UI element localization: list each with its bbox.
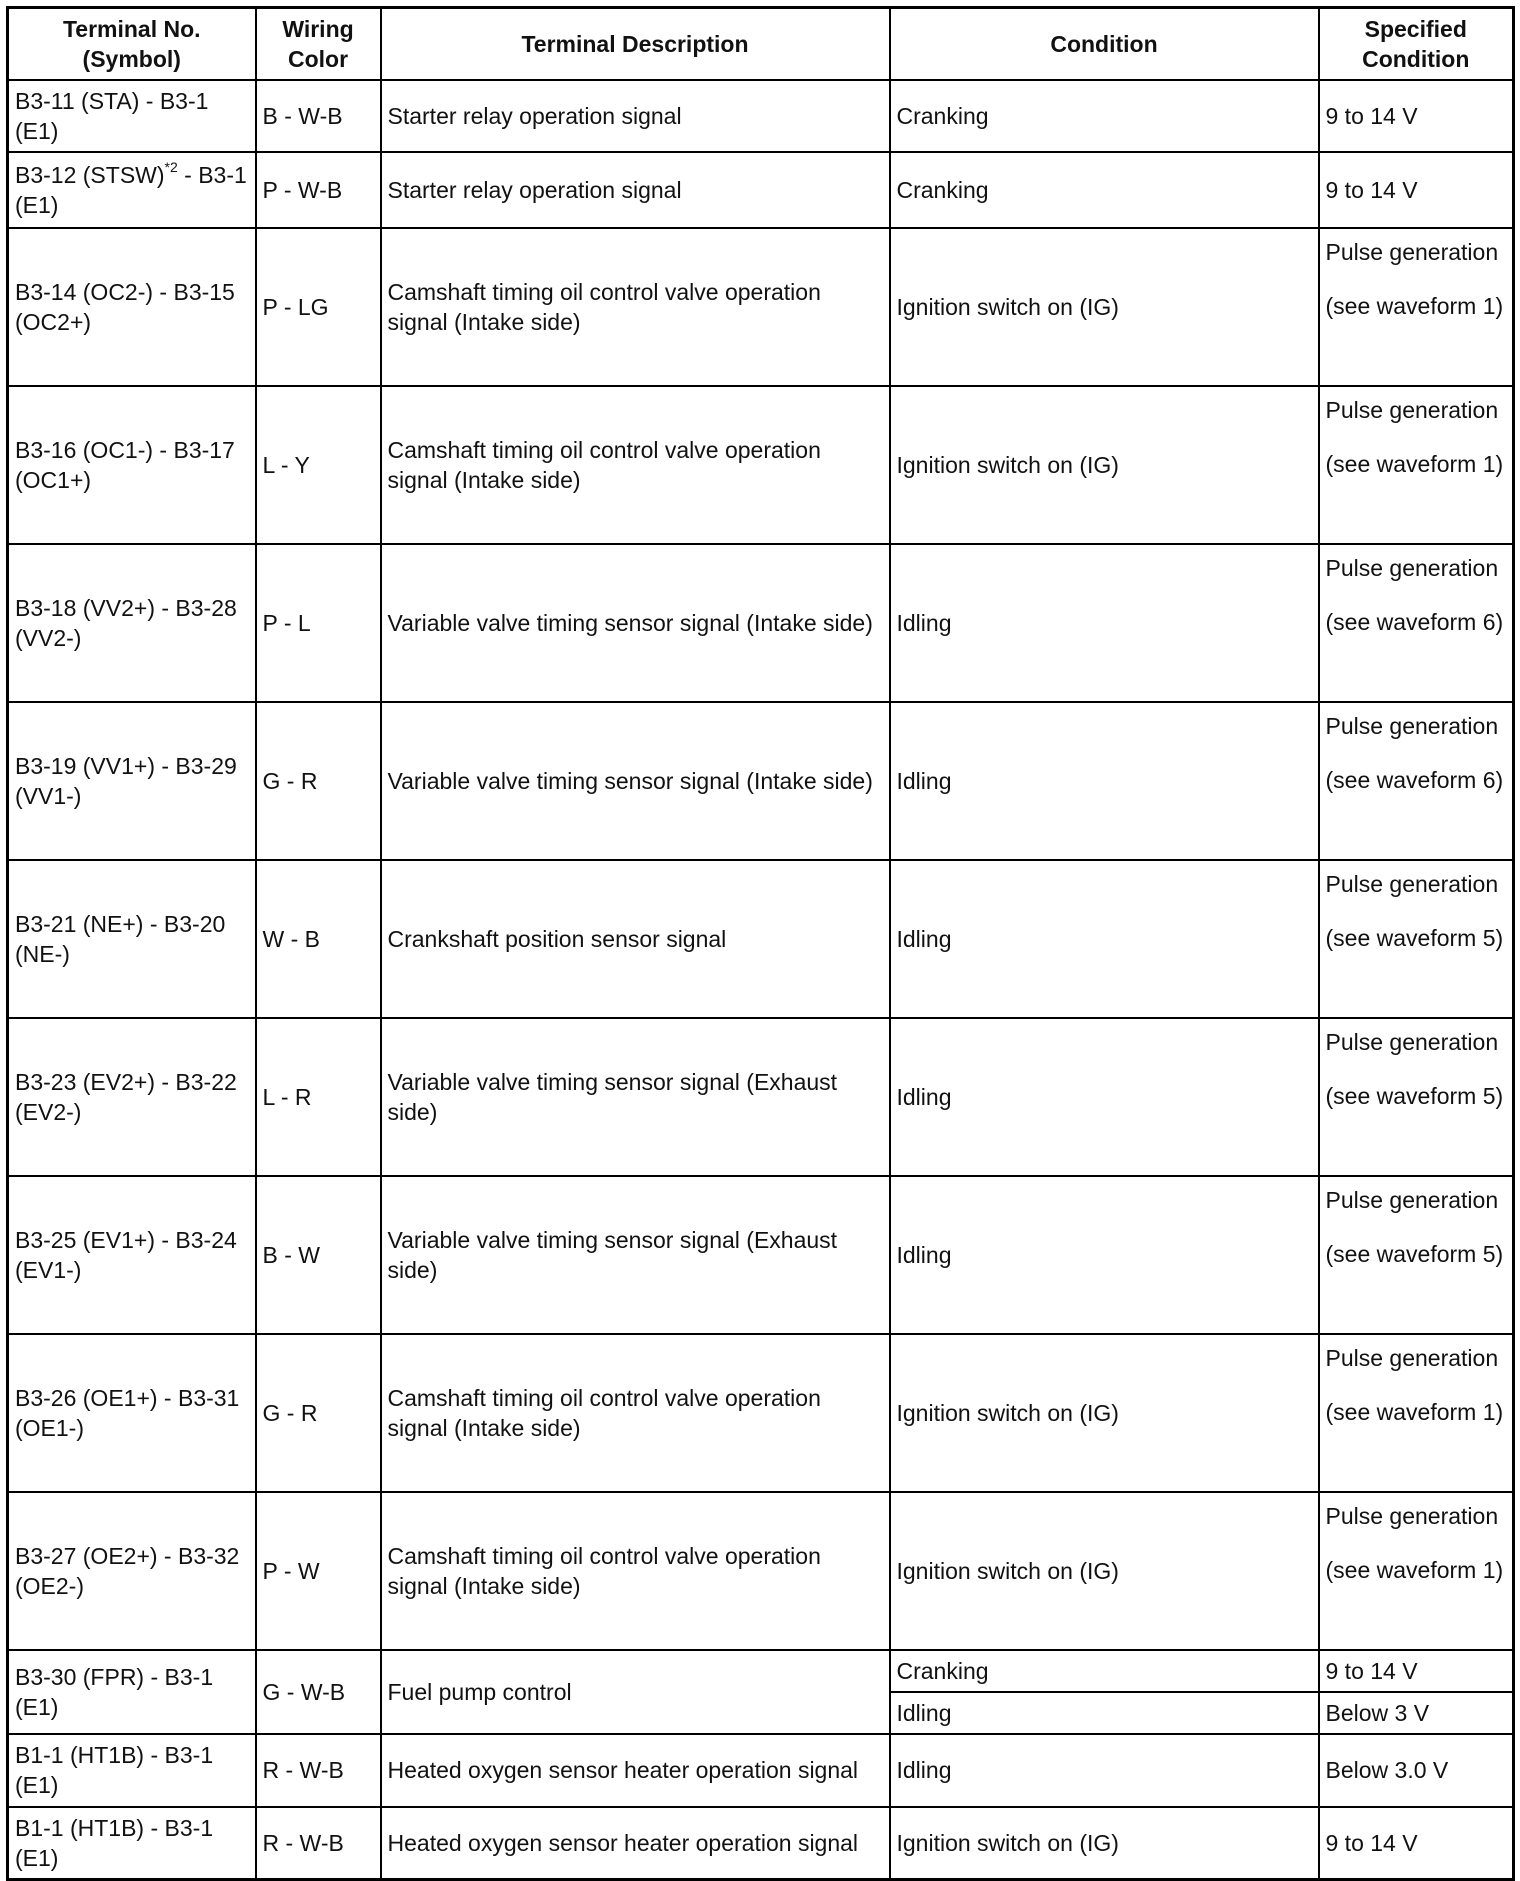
specified-cell: Pulse generation (see waveform 6) (1319, 544, 1514, 702)
table-row (8, 152, 1514, 228)
wiring-color-cell: P - W-B (256, 152, 381, 228)
wiring-color-cell: W - B (256, 860, 381, 1018)
condition-cell: Idling (890, 702, 1319, 860)
terminal-cell: B1-1 (HT1B) - B3-1 (E1) (8, 1734, 256, 1807)
header-terminal-description: Terminal Description (381, 8, 890, 80)
specified-cell: 9 to 14 V (1319, 1650, 1514, 1692)
wiring-color-cell: R - W-B (256, 1734, 381, 1807)
specified-cell: 9 to 14 V (1319, 80, 1514, 152)
condition-cell: Idling (890, 860, 1319, 1018)
header-condition: Condition (890, 8, 1319, 80)
wiring-color-cell: B - W-B (256, 80, 381, 152)
description-cell: Starter relay operation signal (381, 80, 890, 152)
condition-cell: Ignition switch on (IG) (890, 386, 1319, 544)
description-cell: Camshaft timing oil control valve operation signal (Intake side) (381, 1492, 890, 1650)
terminal-cell: B1-1 (HT1B) - B3-1 (E1) (8, 1807, 256, 1880)
specified-cell: Below 3.0 V (1319, 1734, 1514, 1807)
table-row (8, 1492, 1514, 1650)
terminal-spec-table (6, 6, 1515, 1881)
specified-cell: Pulse generation (see waveform 1) (1319, 228, 1514, 386)
description-cell: Starter relay operation signal (381, 152, 890, 228)
condition-cell: Cranking (890, 152, 1319, 228)
specified-cell: 9 to 14 V (1319, 1807, 1514, 1880)
specified-cell: Pulse generation (see waveform 1) (1319, 1334, 1514, 1492)
header-specified-condition: Specified Condition (1319, 8, 1514, 80)
header-terminal: Terminal No. (Symbol) (8, 8, 256, 80)
table-row (8, 80, 1514, 152)
condition-cell: Ignition switch on (IG) (890, 228, 1319, 386)
terminal-cell: B3-26 (OE1+) - B3-31 (OE1-) (8, 1334, 256, 1492)
table-row (8, 1807, 1514, 1880)
terminal-cell: B3-14 (OC2-) - B3-15 (OC2+) (8, 228, 256, 386)
table-row (8, 860, 1514, 1018)
wiring-color-cell: P - W (256, 1492, 381, 1650)
table-row (8, 1018, 1514, 1176)
header-row (8, 8, 1514, 80)
specified-cell: Pulse generation (see waveform 5) (1319, 1018, 1514, 1176)
description-cell: Camshaft timing oil control valve operation signal (Intake side) (381, 228, 890, 386)
terminal-cell: B3-25 (EV1+) - B3-24 (EV1-) (8, 1176, 256, 1334)
specified-cell: Below 3 V (1319, 1692, 1514, 1734)
description-cell: Heated oxygen sensor heater operation signal (381, 1734, 890, 1807)
wiring-color-cell: R - W-B (256, 1807, 381, 1880)
condition-cell: Ignition switch on (IG) (890, 1807, 1319, 1880)
specified-cell: Pulse generation (see waveform 1) (1319, 1492, 1514, 1650)
description-cell: Variable valve timing sensor signal (Intake side) (381, 544, 890, 702)
condition-cell: Idling (890, 1176, 1319, 1334)
description-cell: Heated oxygen sensor heater operation signal (381, 1807, 890, 1880)
table-row (8, 702, 1514, 860)
description-cell: Crankshaft position sensor signal (381, 860, 890, 1018)
terminal-cell: B3-23 (EV2+) - B3-22 (EV2-) (8, 1018, 256, 1176)
description-cell: Camshaft timing oil control valve operation signal (Intake side) (381, 386, 890, 544)
terminal-cell: B3-27 (OE2+) - B3-32 (OE2-) (8, 1492, 256, 1650)
terminal-cell: B3-11 (STA) - B3-1 (E1) (8, 80, 256, 152)
specified-cell: Pulse generation (see waveform 1) (1319, 386, 1514, 544)
terminal-cell: B3-30 (FPR) - B3-1 (E1) (8, 1650, 256, 1734)
condition-cell: Idling (890, 1734, 1319, 1807)
wiring-color-cell: G - W-B (256, 1650, 381, 1734)
wiring-color-cell: B - W (256, 1176, 381, 1334)
description-cell: Variable valve timing sensor signal (Intake side) (381, 702, 890, 860)
wiring-color-cell: P - LG (256, 228, 381, 386)
wiring-color-cell: L - Y (256, 386, 381, 544)
header-wiring-color: Wiring Color (256, 8, 381, 80)
description-cell: Camshaft timing oil control valve operation signal (Intake side) (381, 1334, 890, 1492)
condition-cell: Cranking (890, 1650, 1319, 1692)
terminal-cell: B3-18 (VV2+) - B3-28 (VV2-) (8, 544, 256, 702)
condition-cell: Ignition switch on (IG) (890, 1334, 1319, 1492)
terminal-cell: B3-16 (OC1-) - B3-17 (OC1+) (8, 386, 256, 544)
description-cell: Variable valve timing sensor signal (Exhaust side) (381, 1018, 890, 1176)
condition-cell: Idling (890, 1018, 1319, 1176)
terminal-cell: B3-19 (VV1+) - B3-29 (VV1-) (8, 702, 256, 860)
wiring-color-cell: G - R (256, 1334, 381, 1492)
terminal-cell: B3-12 (STSW)$^{*2}$ - B3-1 (E1) (8, 152, 256, 228)
table-row (8, 1176, 1514, 1334)
condition-cell: Ignition switch on (IG) (890, 1492, 1319, 1650)
specified-cell: Pulse generation (see waveform 5) (1319, 860, 1514, 1018)
table-row (8, 386, 1514, 544)
table-row (8, 1734, 1514, 1807)
wiring-color-cell: P - L (256, 544, 381, 702)
condition-cell: Idling (890, 1692, 1319, 1734)
table-row (8, 228, 1514, 386)
wiring-color-cell: L - R (256, 1018, 381, 1176)
specified-cell: 9 to 14 V (1319, 152, 1514, 228)
table-row (8, 1650, 1514, 1692)
wiring-color-cell: G - R (256, 702, 381, 860)
table-row (8, 544, 1514, 702)
specified-cell: Pulse generation (see waveform 5) (1319, 1176, 1514, 1334)
description-cell: Variable valve timing sensor signal (Exhaust side) (381, 1176, 890, 1334)
condition-cell: Idling (890, 544, 1319, 702)
specified-cell: Pulse generation (see waveform 6) (1319, 702, 1514, 860)
table-row (8, 1334, 1514, 1492)
condition-cell: Cranking (890, 80, 1319, 152)
terminal-cell: B3-21 (NE+) - B3-20 (NE-) (8, 860, 256, 1018)
description-cell: Fuel pump control (381, 1650, 890, 1734)
